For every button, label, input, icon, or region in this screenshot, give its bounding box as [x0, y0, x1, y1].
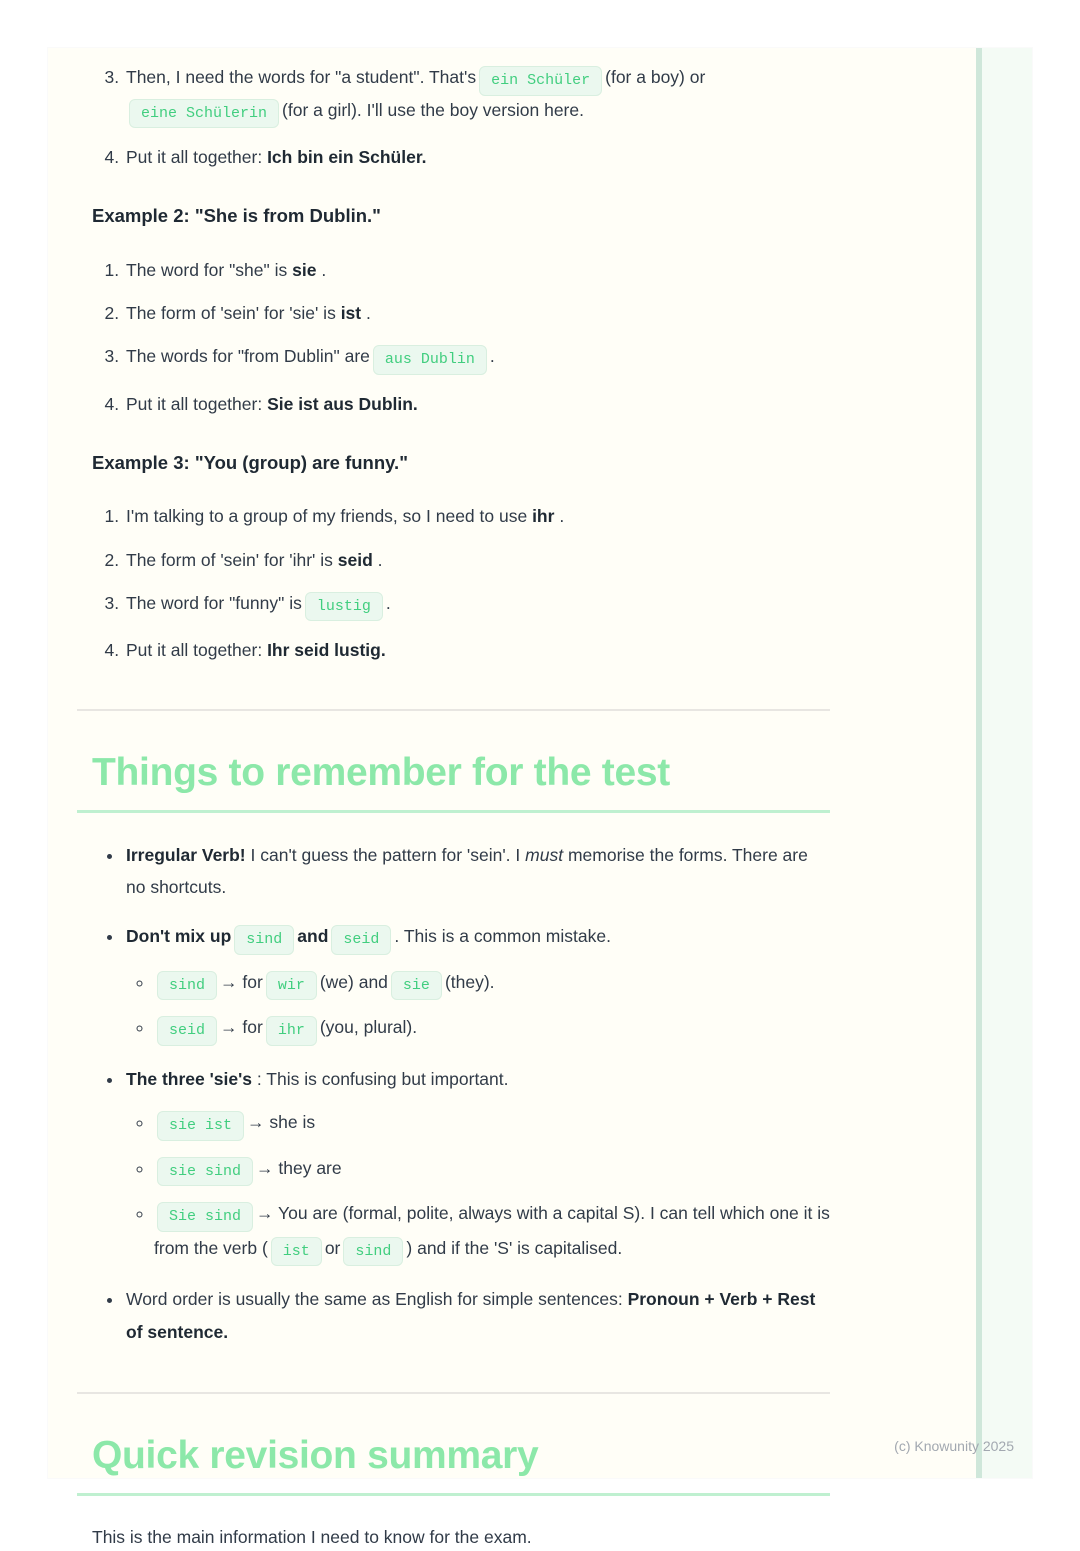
code-chip: sind — [157, 971, 217, 1001]
text-segment: : This is confusing but important. — [256, 1068, 509, 1089]
text-segment: memorise the forms. There are no shortcuts. — [126, 844, 808, 897]
code-chip: sind — [234, 925, 294, 955]
list-item — [124, 143, 830, 171]
bold-text: The three 'sie's — [126, 1068, 253, 1089]
list-item — [124, 589, 830, 622]
quick-revision-heading: Quick revision summary — [92, 1434, 539, 1477]
copyright-note: (c) Knowunity 2025 — [894, 1438, 1014, 1454]
section-divider — [77, 709, 830, 711]
sub-list — [126, 966, 830, 1046]
text-segment: → for — [220, 1017, 263, 1038]
bold-text: Don't mix up — [126, 926, 232, 947]
text-segment: I can't guess the pattern for 'sein'. I — [250, 844, 526, 865]
bold-text: seid — [337, 549, 373, 570]
code-chip: sie sind — [157, 1157, 253, 1187]
text-segment: The word for "she" is — [126, 259, 293, 280]
page-right-margin-tint — [982, 48, 1032, 1478]
text-segment: I'm talking to a group of my friends, so I need to use — [126, 506, 533, 527]
text-segment: → she is — [247, 1112, 316, 1133]
text-segment: (for a girl). I'll use the boy version here. — [282, 99, 584, 120]
sub-list — [126, 1106, 830, 1266]
text-segment: . This is a common mistake. — [394, 926, 611, 947]
list-item — [124, 1063, 830, 1266]
text-segment: . — [559, 506, 565, 527]
text-segment: The form of 'sein' for 'sie' is — [126, 302, 341, 323]
text-segment: (you, plural). — [319, 1017, 418, 1038]
list-item — [124, 546, 830, 574]
document-content — [77, 48, 830, 1551]
code-chip: lustig — [305, 592, 383, 622]
list-item — [124, 1283, 830, 1348]
list-item — [154, 966, 830, 1001]
code-chip: seid — [157, 1016, 217, 1046]
code-chip: sie ist — [157, 1111, 244, 1141]
text-segment: Put it all together: — [126, 640, 268, 661]
bold-text: Irregular Verb! — [126, 844, 246, 865]
text-segment: → for — [220, 971, 263, 992]
text-segment: (they). — [444, 971, 495, 992]
bold-text: Ich bin ein Schüler. — [267, 147, 427, 167]
text-segment: . — [489, 346, 495, 367]
bold-text: Ihr seid lustig. — [267, 640, 386, 661]
example2-steps-list — [77, 256, 830, 419]
bold-text: sie — [292, 259, 317, 280]
list-item — [154, 1152, 830, 1187]
example1-steps-list — [77, 63, 830, 171]
code-chip: ist — [271, 1237, 322, 1267]
text-segment: . — [385, 592, 391, 613]
text-segment: or — [324, 1237, 341, 1258]
list-item — [124, 256, 830, 284]
example3-steps-list — [77, 502, 830, 665]
list-item — [124, 636, 830, 664]
heading-underline — [77, 1493, 830, 1496]
text-segment: The form of 'sein' for 'ihr' is — [126, 549, 338, 570]
text-segment: (for a boy) or — [605, 67, 706, 87]
code-chip: ein Schüler — [479, 66, 602, 96]
example3-heading: Example 3: "You (group) are funny." — [92, 452, 408, 474]
bold-text: Sie ist aus Dublin. — [267, 393, 418, 414]
document-page — [48, 48, 1032, 1547]
text-segment: → You are (formal, polite, always with a capital S). I can tell which one it is from the verb ( — [154, 1203, 830, 1258]
code-chip: eine Schülerin — [129, 99, 279, 129]
text-segment: The words for "from Dublin" are — [126, 346, 370, 367]
text-segment: . — [377, 549, 383, 570]
italic-text: must — [525, 844, 564, 865]
list-item — [124, 920, 830, 1046]
text-segment: ) and if the 'S' is capitalised. — [406, 1237, 623, 1258]
code-chip: ihr — [266, 1016, 317, 1046]
bold-text: ihr — [532, 506, 555, 527]
text-segment: Then, I need the words for "a student". That's — [126, 67, 477, 87]
summary-paragraph: This is the main information I need to know for the exam. — [92, 1526, 532, 1547]
list-item — [124, 63, 830, 128]
code-chip: Sie sind — [157, 1202, 253, 1232]
list-item — [124, 342, 830, 375]
list-item — [124, 390, 830, 418]
code-chip: seid — [331, 925, 391, 955]
bold-text: ist — [340, 302, 362, 323]
text-segment: Word order is usually the same as English for simple sentences: — [126, 1289, 628, 1310]
list-item — [154, 1106, 830, 1141]
list-item — [154, 1011, 830, 1046]
text-segment: . — [321, 259, 327, 280]
bold-text: Pronoun + Verb + Rest of sentence. — [126, 1289, 816, 1342]
text-segment: → they are — [256, 1157, 342, 1178]
text-segment: . — [366, 302, 371, 323]
section-divider — [77, 1392, 830, 1394]
list-item — [154, 1197, 830, 1266]
text-segment: (we) and — [319, 971, 388, 992]
text-segment: Put it all together: — [126, 393, 268, 414]
example2-heading: Example 2: "She is from Dublin." — [92, 205, 381, 227]
code-chip: wir — [266, 971, 317, 1001]
heading-underline — [77, 810, 830, 813]
list-item — [124, 502, 830, 530]
code-chip: aus Dublin — [373, 345, 487, 375]
bold-text: and — [297, 926, 329, 947]
things-to-remember-list — [77, 839, 830, 1348]
code-chip: sind — [343, 1237, 403, 1267]
things-to-remember-heading: Things to remember for the test — [92, 750, 670, 794]
text-segment: Put it all together: — [126, 147, 268, 167]
code-chip: sie — [391, 971, 442, 1001]
list-item — [124, 839, 830, 904]
text-segment: The word for "funny" is — [126, 592, 302, 613]
list-item — [124, 299, 830, 327]
